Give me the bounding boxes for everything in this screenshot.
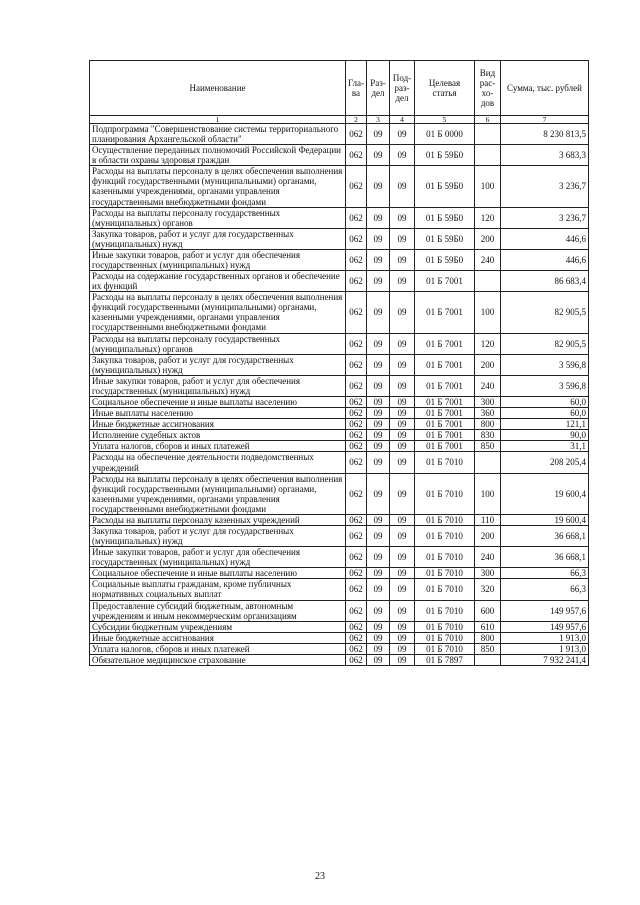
- row-tselevaya: 01 Б 7010: [415, 525, 475, 546]
- row-summa: 149 957,6: [501, 621, 589, 632]
- row-name: Иные бюджетные ассигнования: [90, 632, 346, 643]
- table-row: [90, 547, 589, 568]
- row-tselevaya: 01 Б 7010: [415, 473, 475, 514]
- row-tselevaya: 01 Б 7010: [415, 514, 475, 525]
- row-glava: 062: [346, 452, 367, 473]
- row-name: Подпрограмма "Совершенствование системы территориального планирования Архангельской области": [90, 124, 346, 145]
- row-vid: 800: [475, 632, 501, 643]
- row-vid: 300: [475, 397, 501, 408]
- row-razdel: 09: [367, 124, 390, 145]
- row-name: Уплата налогов, сборов и иных платежей: [90, 643, 346, 654]
- row-vid: 240: [475, 375, 501, 396]
- row-glava: 062: [346, 166, 367, 207]
- row-name: Иные закупки товаров, работ и услуг для обеспечения государственных (муниципальных) нужд: [90, 375, 346, 396]
- row-vid: 100: [475, 473, 501, 514]
- row-name: Расходы на выплаты персоналу в целях обеспечения выполнения функций государственными (муниципальными) органами, казенными учреждениями, органами управления государственными внебюджетными фондами: [90, 166, 346, 207]
- table-row: [90, 375, 589, 396]
- row-glava: 062: [346, 441, 367, 452]
- row-podrazdel: 09: [390, 643, 415, 654]
- row-name: Уплата налогов, сборов и иных платежей: [90, 441, 346, 452]
- row-summa: 82 905,5: [501, 292, 589, 333]
- row-name: Закупка товаров, работ и услуг для государственных (муниципальных) нужд: [90, 228, 346, 249]
- row-razdel: 09: [367, 354, 390, 375]
- table-row: [90, 441, 589, 452]
- row-razdel: 09: [367, 397, 390, 408]
- row-summa: 3 236,7: [501, 207, 589, 228]
- table-row: [90, 632, 589, 643]
- header-name: Наименование: [90, 61, 346, 116]
- budget-table: [89, 60, 589, 666]
- table-row: [90, 452, 589, 473]
- row-razdel: 09: [367, 525, 390, 546]
- row-summa: 1 913,0: [501, 632, 589, 643]
- row-razdel: 09: [367, 654, 390, 665]
- row-glava: 062: [346, 600, 367, 621]
- column-number: 2: [346, 116, 367, 124]
- row-name: Социальное обеспечение и иные выплаты населению: [90, 568, 346, 579]
- row-name: Обязательное медицинское страхование: [90, 654, 346, 665]
- row-razdel: 09: [367, 292, 390, 333]
- page-number: 23: [315, 871, 325, 882]
- row-glava: 062: [346, 249, 367, 270]
- row-summa: 121,1: [501, 419, 589, 430]
- row-name: Закупка товаров, работ и услуг для государственных (муниципальных) нужд: [90, 525, 346, 546]
- table-row: [90, 292, 589, 333]
- row-podrazdel: 09: [390, 579, 415, 600]
- header-glava: Гла-ва: [346, 61, 367, 116]
- table-row: [90, 579, 589, 600]
- row-podrazdel: 09: [390, 166, 415, 207]
- row-podrazdel: 09: [390, 354, 415, 375]
- table-row: [90, 207, 589, 228]
- row-summa: 446,6: [501, 228, 589, 249]
- table-row: [90, 473, 589, 514]
- row-podrazdel: 09: [390, 249, 415, 270]
- row-tselevaya: 01 Б 7001: [415, 430, 475, 441]
- row-name: Субсидии бюджетным учреждениям: [90, 621, 346, 632]
- row-vid: 830: [475, 430, 501, 441]
- table-row: [90, 430, 589, 441]
- row-vid: 100: [475, 292, 501, 333]
- table-row: [90, 228, 589, 249]
- row-tselevaya: 01 Б 7001: [415, 333, 475, 354]
- row-razdel: 09: [367, 145, 390, 166]
- header-vid: Вид рас-хо-дов: [475, 61, 501, 116]
- row-summa: 19 600,4: [501, 514, 589, 525]
- row-summa: 1 913,0: [501, 643, 589, 654]
- row-vid: 120: [475, 333, 501, 354]
- row-razdel: 09: [367, 419, 390, 430]
- row-vid: 850: [475, 643, 501, 654]
- row-razdel: 09: [367, 430, 390, 441]
- row-tselevaya: 01 Б 7010: [415, 643, 475, 654]
- row-tselevaya: 01 Б 7001: [415, 375, 475, 396]
- row-razdel: 09: [367, 408, 390, 419]
- table-row: [90, 145, 589, 166]
- row-podrazdel: 09: [390, 408, 415, 419]
- row-razdel: 09: [367, 632, 390, 643]
- row-tselevaya: 01 Б 7897: [415, 654, 475, 665]
- row-tselevaya: 01 Б 7010: [415, 621, 475, 632]
- row-podrazdel: 09: [390, 430, 415, 441]
- table-row: [90, 654, 589, 665]
- row-podrazdel: 09: [390, 621, 415, 632]
- row-glava: 062: [346, 547, 367, 568]
- row-tselevaya: 01 Б 59Б0: [415, 249, 475, 270]
- row-name: Исполнение судебных актов: [90, 430, 346, 441]
- row-summa: 90,0: [501, 430, 589, 441]
- row-name: Расходы на выплаты персоналу в целях обеспечения выполнения функций государственными (муниципальными) органами, казенными учреждениями, органами управления государственными внебюджетными фондами: [90, 473, 346, 514]
- row-glava: 062: [346, 514, 367, 525]
- row-vid: 800: [475, 419, 501, 430]
- row-glava: 062: [346, 621, 367, 632]
- row-tselevaya: 01 Б 7010: [415, 547, 475, 568]
- row-summa: 208 205,4: [501, 452, 589, 473]
- row-vid: 200: [475, 525, 501, 546]
- header-tselevaya: Целевая статья: [415, 61, 475, 116]
- row-podrazdel: 09: [390, 654, 415, 665]
- row-razdel: 09: [367, 333, 390, 354]
- row-summa: 7 932 241,4: [501, 654, 589, 665]
- row-vid: 200: [475, 354, 501, 375]
- header-podrazdel: Под-раз-дел: [390, 61, 415, 116]
- row-name: Осуществление переданных полномочий Российской Федерации в области охраны здоровья граждан: [90, 145, 346, 166]
- row-razdel: 09: [367, 600, 390, 621]
- row-razdel: 09: [367, 568, 390, 579]
- row-podrazdel: 09: [390, 441, 415, 452]
- column-number: 3: [367, 116, 390, 124]
- row-glava: 062: [346, 292, 367, 333]
- column-number: 1: [90, 116, 346, 124]
- row-tselevaya: 01 Б 7010: [415, 568, 475, 579]
- row-podrazdel: 09: [390, 124, 415, 145]
- row-tselevaya: 01 Б 7001: [415, 408, 475, 419]
- row-glava: 062: [346, 124, 367, 145]
- row-podrazdel: 09: [390, 632, 415, 643]
- table-row: [90, 525, 589, 546]
- row-summa: 36 668,1: [501, 547, 589, 568]
- row-glava: 062: [346, 271, 367, 292]
- row-podrazdel: 09: [390, 547, 415, 568]
- row-tselevaya: 01 Б 59Б0: [415, 166, 475, 207]
- row-podrazdel: 09: [390, 600, 415, 621]
- row-podrazdel: 09: [390, 452, 415, 473]
- table-row: [90, 124, 589, 145]
- row-name: Закупка товаров, работ и услуг для государственных (муниципальных) нужд: [90, 354, 346, 375]
- row-glava: 062: [346, 473, 367, 514]
- table-row: [90, 643, 589, 654]
- row-name: Иные закупки товаров, работ и услуг для обеспечения государственных (муниципальных) нужд: [90, 249, 346, 270]
- table-row: [90, 419, 589, 430]
- row-tselevaya: 01 Б 7010: [415, 452, 475, 473]
- row-vid: 360: [475, 408, 501, 419]
- table-row: [90, 514, 589, 525]
- row-glava: 062: [346, 145, 367, 166]
- row-name: Расходы на выплаты персоналу государственных (муниципальных) органов: [90, 207, 346, 228]
- row-podrazdel: 09: [390, 228, 415, 249]
- row-name: Социальные выплаты гражданам, кроме публичных нормативных социальных выплат: [90, 579, 346, 600]
- row-summa: 19 600,4: [501, 473, 589, 514]
- row-glava: 062: [346, 419, 367, 430]
- row-podrazdel: 09: [390, 292, 415, 333]
- row-glava: 062: [346, 643, 367, 654]
- table-row: [90, 333, 589, 354]
- row-name: Иные выплаты населению: [90, 408, 346, 419]
- row-summa: 86 683,4: [501, 271, 589, 292]
- row-summa: 3 236,7: [501, 166, 589, 207]
- row-tselevaya: 01 Б 59Б0: [415, 145, 475, 166]
- row-summa: 66,3: [501, 579, 589, 600]
- row-glava: 062: [346, 632, 367, 643]
- row-razdel: 09: [367, 166, 390, 207]
- row-vid: [475, 271, 501, 292]
- row-razdel: 09: [367, 579, 390, 600]
- row-summa: 8 230 813,5: [501, 124, 589, 145]
- row-summa: 31,1: [501, 441, 589, 452]
- row-podrazdel: 09: [390, 568, 415, 579]
- row-razdel: 09: [367, 441, 390, 452]
- row-razdel: 09: [367, 643, 390, 654]
- row-glava: 062: [346, 430, 367, 441]
- row-glava: 062: [346, 408, 367, 419]
- row-glava: 062: [346, 228, 367, 249]
- row-vid: [475, 124, 501, 145]
- row-summa: 36 668,1: [501, 525, 589, 546]
- row-name: Расходы на выплаты персоналу в целях обеспечения выполнения функций государственными (муниципальными) органами, казенными учреждениями, органами управления государственными внебюджетными фондами: [90, 292, 346, 333]
- row-tselevaya: 01 Б 7001: [415, 441, 475, 452]
- row-razdel: 09: [367, 249, 390, 270]
- row-vid: [475, 654, 501, 665]
- row-name: Расходы на обеспечение деятельности подведомственных учреждений: [90, 452, 346, 473]
- row-tselevaya: 01 Б 7001: [415, 292, 475, 333]
- row-podrazdel: 09: [390, 525, 415, 546]
- table-row: [90, 408, 589, 419]
- row-tselevaya: 01 Б 7010: [415, 600, 475, 621]
- row-vid: 240: [475, 249, 501, 270]
- row-podrazdel: 09: [390, 145, 415, 166]
- row-podrazdel: 09: [390, 207, 415, 228]
- row-podrazdel: 09: [390, 397, 415, 408]
- row-vid: 200: [475, 228, 501, 249]
- row-vid: 120: [475, 207, 501, 228]
- column-number: 6: [475, 116, 501, 124]
- row-vid: 110: [475, 514, 501, 525]
- row-vid: 850: [475, 441, 501, 452]
- row-podrazdel: 09: [390, 271, 415, 292]
- row-glava: 062: [346, 207, 367, 228]
- table-row: [90, 271, 589, 292]
- row-tselevaya: 01 Б 0000: [415, 124, 475, 145]
- row-glava: 062: [346, 333, 367, 354]
- row-name: Иные бюджетные ассигнования: [90, 419, 346, 430]
- header-row: [90, 61, 589, 116]
- header-summa: Сумма, тыс. рублей: [501, 61, 589, 116]
- row-tselevaya: 01 Б 7001: [415, 419, 475, 430]
- row-name: Расходы на выплаты персоналу государственных (муниципальных) органов: [90, 333, 346, 354]
- column-number-row: [90, 116, 589, 124]
- row-podrazdel: 09: [390, 375, 415, 396]
- row-podrazdel: 09: [390, 514, 415, 525]
- row-summa: 82 905,5: [501, 333, 589, 354]
- row-summa: 66,3: [501, 568, 589, 579]
- column-number: 4: [390, 116, 415, 124]
- table-row: [90, 600, 589, 621]
- row-podrazdel: 09: [390, 333, 415, 354]
- table-row: [90, 166, 589, 207]
- row-tselevaya: 01 Б 7001: [415, 397, 475, 408]
- row-podrazdel: 09: [390, 419, 415, 430]
- row-name: Социальное обеспечение и иные выплаты населению: [90, 397, 346, 408]
- row-razdel: 09: [367, 271, 390, 292]
- table-row: [90, 249, 589, 270]
- row-vid: 100: [475, 166, 501, 207]
- row-glava: 062: [346, 654, 367, 665]
- row-summa: 3 596,8: [501, 354, 589, 375]
- row-vid: 610: [475, 621, 501, 632]
- table-row: [90, 354, 589, 375]
- column-number: 7: [501, 116, 589, 124]
- row-vid: 240: [475, 547, 501, 568]
- row-tselevaya: 01 Б 7001: [415, 354, 475, 375]
- row-summa: 60,0: [501, 408, 589, 419]
- row-name: Расходы на выплаты персоналу казенных учреждений: [90, 514, 346, 525]
- column-number: 5: [415, 116, 475, 124]
- row-name: Иные закупки товаров, работ и услуг для обеспечения государственных (муниципальных) нужд: [90, 547, 346, 568]
- row-vid: 320: [475, 579, 501, 600]
- row-razdel: 09: [367, 375, 390, 396]
- table-body: [90, 124, 589, 666]
- table-row: [90, 568, 589, 579]
- row-summa: 3 596,8: [501, 375, 589, 396]
- row-tselevaya: 01 Б 7010: [415, 632, 475, 643]
- row-razdel: 09: [367, 473, 390, 514]
- row-name: Предоставление субсидий бюджетным, автономным учреждениям и иным некоммерческим организациям: [90, 600, 346, 621]
- row-summa: 60,0: [501, 397, 589, 408]
- row-razdel: 09: [367, 621, 390, 632]
- row-razdel: 09: [367, 228, 390, 249]
- row-name: Расходы на содержание государственных органов и обеспечение их функций: [90, 271, 346, 292]
- row-vid: 600: [475, 600, 501, 621]
- row-razdel: 09: [367, 514, 390, 525]
- row-razdel: 09: [367, 207, 390, 228]
- row-vid: [475, 452, 501, 473]
- row-glava: 062: [346, 525, 367, 546]
- row-tselevaya: 01 Б 7010: [415, 579, 475, 600]
- table-row: [90, 621, 589, 632]
- row-glava: 062: [346, 397, 367, 408]
- table-row: [90, 397, 589, 408]
- row-podrazdel: 09: [390, 473, 415, 514]
- row-vid: [475, 145, 501, 166]
- row-tselevaya: 01 Б 59Б0: [415, 228, 475, 249]
- row-razdel: 09: [367, 547, 390, 568]
- header-razdel: Раз-дел: [367, 61, 390, 116]
- row-summa: 446,6: [501, 249, 589, 270]
- row-glava: 062: [346, 568, 367, 579]
- row-glava: 062: [346, 579, 367, 600]
- row-tselevaya: 01 Б 59Б0: [415, 207, 475, 228]
- row-tselevaya: 01 Б 7001: [415, 271, 475, 292]
- row-summa: 3 683,3: [501, 145, 589, 166]
- row-glava: 062: [346, 375, 367, 396]
- row-summa: 149 957,6: [501, 600, 589, 621]
- row-razdel: 09: [367, 452, 390, 473]
- row-vid: 300: [475, 568, 501, 579]
- row-glava: 062: [346, 354, 367, 375]
